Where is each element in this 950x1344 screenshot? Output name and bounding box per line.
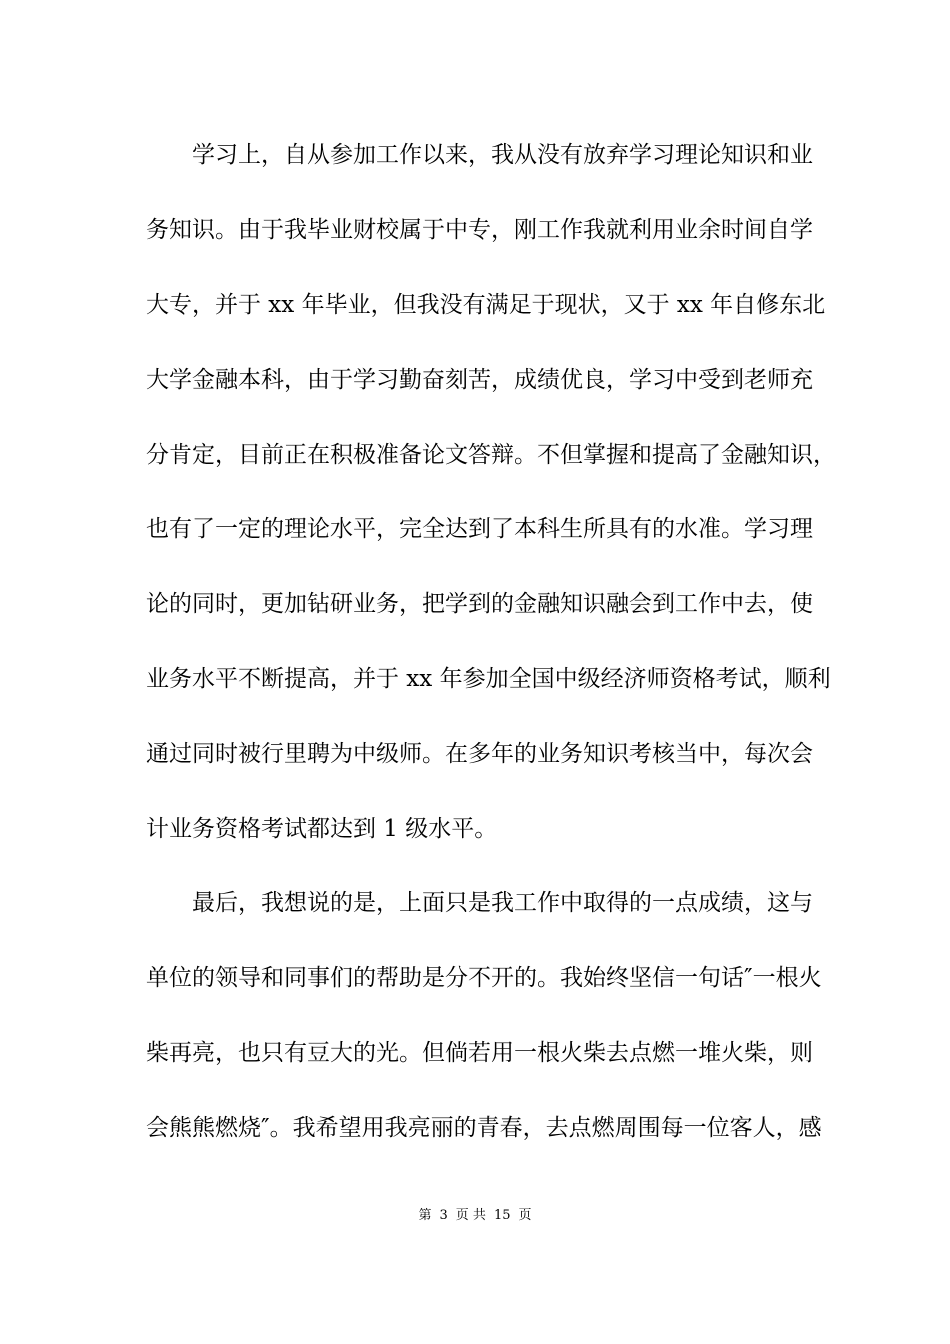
page-footer — [0, 1207, 950, 1225]
paragraph-line-8: 业务水平不断提高，并于 xx 年参加全国中级经济师资格考试，顺利 — [146, 666, 831, 692]
paragraph-line-1: 学习上，自从参加工作以来，我从没有放弃学习理论知识和业 — [146, 142, 813, 168]
paragraph-line-2: 务知识。由于我毕业财校属于中专，刚工作我就利用业余时间自学 — [146, 217, 813, 243]
footer-total-pages: 15 — [493, 1208, 511, 1223]
paragraph-line-11: 最后，我想说的是，上面只是我工作中取得的一点成绩，这与 — [146, 890, 813, 916]
paragraph-line-7: 论的同时，更加钻研业务，把学到的金融知识融会到工作中去，使 — [146, 591, 813, 617]
paragraph-line-4: 大学金融本科，由于学习勤奋刻苦，成绩优良，学习中受到老师充 — [146, 367, 813, 393]
paragraph-line-12: 单位的领导和同事们的帮助是分不开的。我始终坚信一句话″一根火 — [146, 965, 822, 991]
paragraph-line-6: 也有了一定的理论水平，完全达到了本科生所具有的水准。学习理 — [146, 516, 813, 542]
footer-prefix: 第 — [418, 1208, 432, 1223]
footer-current-page: 3 — [439, 1208, 448, 1223]
paragraph-line-10: 计业务资格考试都达到 1 级水平。 — [146, 816, 498, 842]
footer-suffix: 页 — [518, 1208, 532, 1223]
footer-mid: 页 共 — [455, 1208, 486, 1223]
paragraph-line-9: 通过同时被行里聘为中级师。在多年的业务知识考核当中，每次会 — [146, 741, 813, 767]
paragraph-line-13: 柴再亮，也只有豆大的光。但倘若用一根火柴去点燃一堆火柴，则 — [146, 1040, 813, 1066]
paragraph-line-5: 分肯定，目前正在积极准备论文答辩。不但掌握和提高了金融知识， — [146, 442, 836, 468]
paragraph-line-14: 会熊熊燃烧″。我希望用我亮丽的青春，去点燃周围每一位客人，感 — [146, 1115, 822, 1141]
paragraph-line-3: 大专，并于 xx 年毕业，但我没有满足于现状，又于 xx 年自修东北 — [146, 292, 826, 318]
